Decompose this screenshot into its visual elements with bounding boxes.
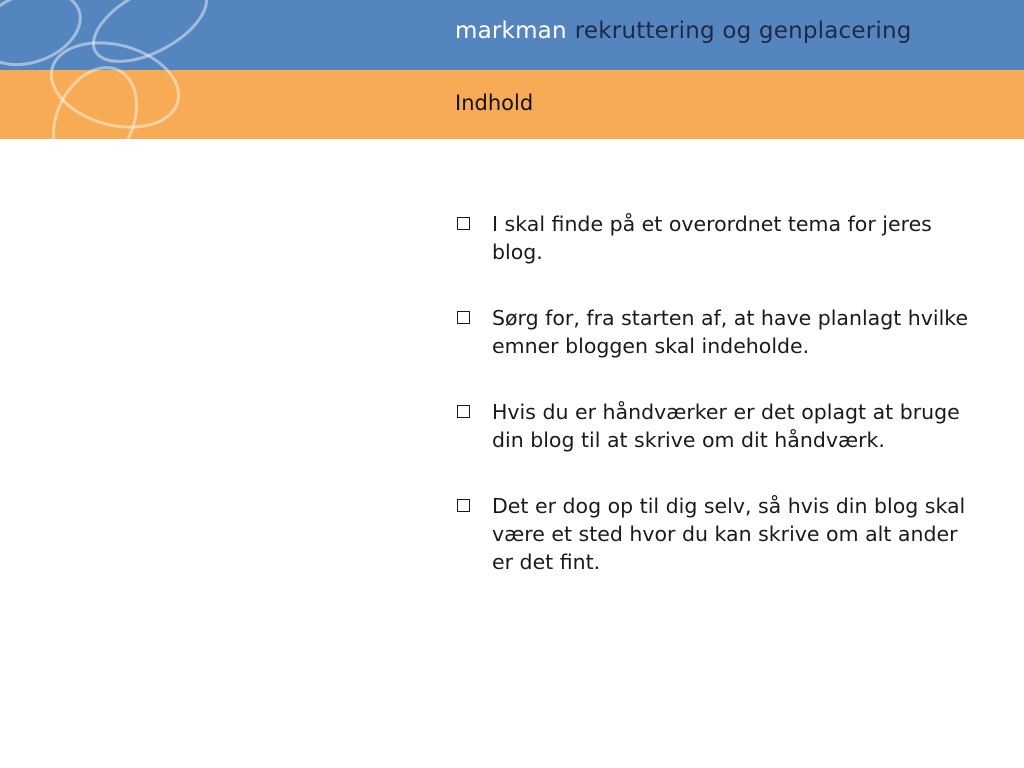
brand-name: markman xyxy=(455,18,567,44)
bullet-text: I skal finde på et overordnet tema for jeres blog. xyxy=(492,212,932,264)
decorative-rings-logo xyxy=(0,0,230,139)
bullet-text: Sørg for, fra starten af, at have planlagt hvilke emner bloggen skal indeholde. xyxy=(492,306,969,358)
bullet-item xyxy=(455,398,985,454)
square-bullet-icon xyxy=(457,217,470,230)
bullet-item xyxy=(455,210,985,266)
bullet-item xyxy=(455,492,985,576)
square-bullet-icon xyxy=(457,405,470,418)
brand-tagline: rekruttering og genplacering xyxy=(574,18,912,44)
bullet-list xyxy=(455,210,985,614)
bullet-text: Det er dog op til dig selv, så hvis din blog skal være et sted hvor du kan skrive om alt ander er det fint. xyxy=(492,494,966,574)
brand-header xyxy=(455,18,912,44)
square-bullet-icon xyxy=(457,311,470,324)
bullet-item xyxy=(455,304,985,360)
slide-title: Indhold xyxy=(455,91,534,115)
square-bullet-icon xyxy=(457,499,470,512)
bullet-text: Hvis du er håndværker er det oplagt at bruge din blog til at skrive om dit håndværk. xyxy=(492,400,960,452)
